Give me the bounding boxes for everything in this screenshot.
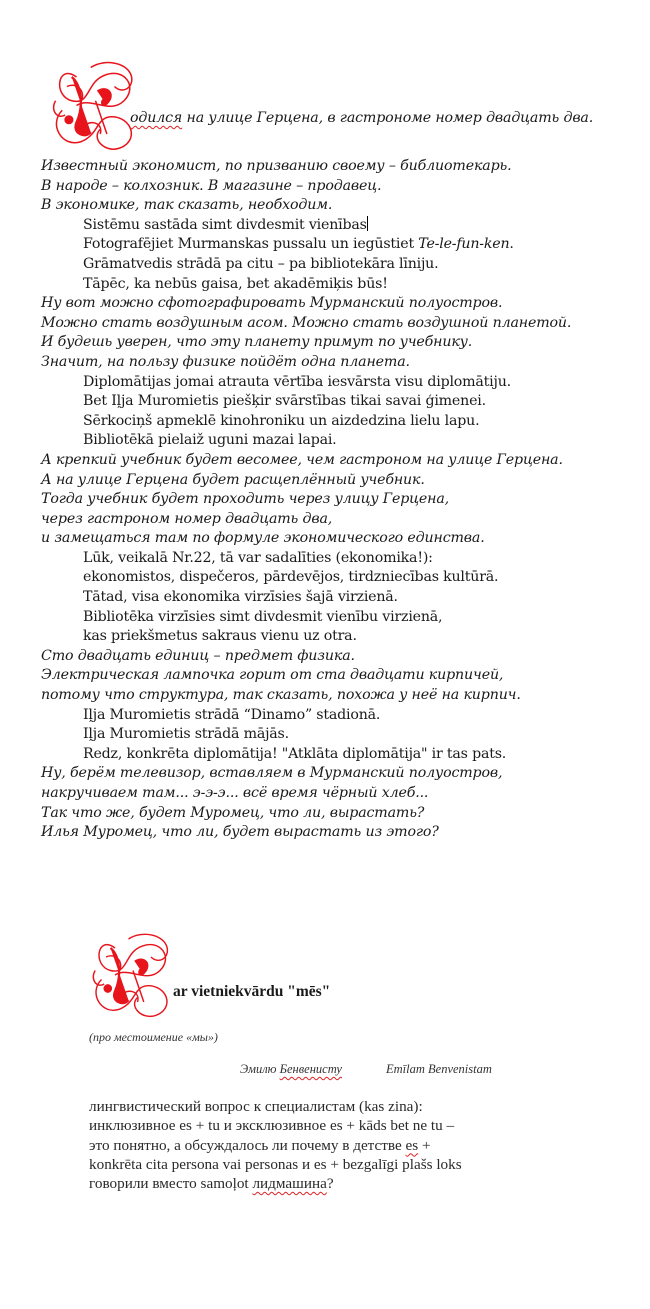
poem-title: ar vietniekvārdu "mēs" xyxy=(173,983,331,1000)
poem-line: kas priekšmetus sakraus vienu uz otra. xyxy=(83,628,357,645)
poem-line: Илья Муромец, что ли, будет вырастать из этого? xyxy=(41,824,439,841)
poem-line: Iļja Muromietis strādā “Dinamo” stadionā. xyxy=(83,706,381,723)
poem-line: И будешь уверен, что эту планету примут по учебнику. xyxy=(41,334,473,351)
poem-line: Bibliotēkā pielaiž uguni mazai lapai. xyxy=(83,432,337,449)
text-cursor xyxy=(367,216,368,231)
poem-line: Sistēmu sastāda simt divdesmit vienības xyxy=(83,216,367,233)
poem-line: Redz, konkrēta diplomātija! "Atklāta diplomātija" ir tas pats. xyxy=(83,745,507,762)
poem-line: Diplomātijas jomai atrauta vērtība iesvārsta visu diplomātiju. xyxy=(83,373,511,390)
poem-body xyxy=(41,157,641,843)
prose-line: это понятно, а обсуждалось ли почему в детстве es + xyxy=(89,1136,431,1154)
poem-first-line: одился на улице Герцена, в гастрономе номер двадцать два. xyxy=(130,110,594,126)
poem-line: Bibliotēka virzīsies simt divdesmit vienību virzienā, xyxy=(83,608,443,625)
poem-line: Электрическая лампочка горит от ста двадцати кирпичей, xyxy=(41,667,504,684)
poem-line: потому что структура, так сказать, похожа у неё на кирпич. xyxy=(41,687,521,704)
poem-line: Grāmatvedis strādā pa citu – pa bibliotekāra līniju. xyxy=(83,255,439,272)
poem-line: Iļja Muromietis strādā mājās. xyxy=(83,726,289,743)
poem-line: А на улице Герцена будет расщеплённый учебник. xyxy=(41,471,425,488)
poem-subtitle: (про местоимение «мы») xyxy=(89,1030,218,1044)
poem-line: накручиваем там... э-э-э... всё время чёрный хлеб... xyxy=(41,785,429,801)
dedication-russian: Эмилю Бенвенисту xyxy=(240,1062,342,1076)
prose-line: инклюзивное es + tu и эксклюзивное es + kāds bet ne tu – xyxy=(89,1117,455,1135)
poem-line: Можно стать воздушным асом. Можно стать воздушной планетой. xyxy=(41,314,572,331)
poem-line: Tātad, visa ekonomika virzīsies šajā virzienā. xyxy=(83,589,398,606)
poem-line: Ну вот можно сфотографировать Мурманский полуостров. xyxy=(41,295,503,312)
prose-line: konkrēta cita persona vai personas и es + bezgalīgi plašs loks xyxy=(89,1155,462,1173)
poem-line: В экономике, так сказать, необходим. xyxy=(41,197,333,214)
poem-line: Tāpēc, ka nebūs gaisa, bet akadēmiķis būs! xyxy=(83,275,388,292)
spellcheck-flagged-word: es xyxy=(405,1136,419,1154)
poem-line: Sērkociņš apmeklē kinohroniku un aizdedzina lielu lapu. xyxy=(83,412,480,429)
spellcheck-flagged-word: лидмашина xyxy=(252,1175,327,1193)
poem-line: Fotografējiet Murmanskas pussalu un iegūstiet Te-le-fun-ken. xyxy=(83,236,514,253)
poem-line: Тогда учебник будет проходить через улицу Герцена, xyxy=(41,491,450,508)
poem-line: А крепкий учебник будет весомее, чем гастроном на улице Герцена. xyxy=(41,451,563,468)
prose-line: говорили вместо samoļot лидмашина? xyxy=(89,1175,334,1193)
poem-line: ekonomistos, dispečeros, pārdevējos, tirdzniecības kultūrā. xyxy=(83,569,499,586)
spellcheck-flagged-word: одился xyxy=(130,110,183,126)
poem-line: Lūk, veikalā Nr.22, tā var sadalīties (ekonomika!): xyxy=(83,549,433,566)
poem-line: Значит, на пользу физике пойдёт одна планета. xyxy=(41,353,410,370)
spellcheck-flagged-word: Бенвенисту xyxy=(279,1062,342,1076)
poem-line: Так что же, будет Муромец, что ли, вырастать? xyxy=(41,804,425,821)
prose-line: лингвистический вопрос к специалистам (kas zina): xyxy=(89,1098,423,1115)
poem-line: В народе – колхозник. В магазине – продавец. xyxy=(41,177,382,194)
poem-line: Известный экономист, по призванию своему – библиотекарь. xyxy=(41,158,512,174)
poem-line: через гастроном номер двадцать два, xyxy=(41,510,333,527)
poem-line: Bet Iļja Muromietis piešķir svārstības tikai savai ģimenei. xyxy=(83,393,486,410)
poem-line: Сто двадцать единиц – предмет физика. xyxy=(41,647,355,664)
decorative-dropcap-p xyxy=(88,930,178,1020)
poem-line: Ну, берём телевизор, вставляем в Мурманский полуостров, xyxy=(41,765,503,782)
decorative-dropcap-r xyxy=(48,58,143,153)
dedication-latvian: Emīlam Benvenistam xyxy=(386,1062,492,1076)
poem-line: и замещаться там по формуле экономического единства. xyxy=(41,530,485,547)
prose-body xyxy=(89,1097,529,1193)
